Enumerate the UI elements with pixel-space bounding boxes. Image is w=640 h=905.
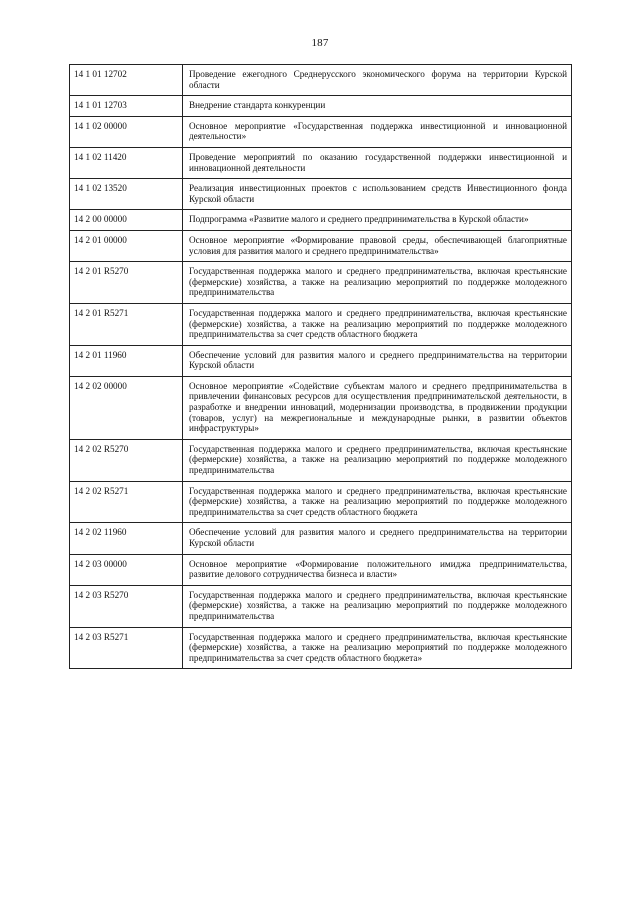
row-code: 14 2 00 00000: [70, 210, 183, 231]
row-description: Государственная поддержка малого и среднего предпринимательства, включая крестьянские (фермерские) хозяйства, а также на реализацию мероприятий по поддержке молодежного предпринимательства: [183, 585, 572, 627]
table-row: [70, 345, 572, 376]
row-code: 14 2 02 R5271: [70, 481, 183, 523]
row-code: 14 2 03 R5270: [70, 585, 183, 627]
row-description: Подпрограмма «Развитие малого и среднего предпринимательства в Курской области»: [183, 210, 572, 231]
table-row: [70, 96, 572, 117]
row-description: Проведение ежегодного Среднерусского экономического форума на территории Курской области: [183, 65, 572, 96]
table-row: [70, 262, 572, 304]
table-row: [70, 481, 572, 523]
table-row: [70, 65, 572, 96]
table-row: [70, 230, 572, 261]
table-row: [70, 585, 572, 627]
table-row: [70, 147, 572, 178]
row-description: Государственная поддержка малого и среднего предпринимательства, включая крестьянские (фермерские) хозяйства, а также на реализацию мероприятий по поддержке молодежного предпринимательства за счет средств областного бюджета: [183, 481, 572, 523]
row-description: Государственная поддержка малого и среднего предпринимательства, включая крестьянские (фермерские) хозяйства, а также на реализацию мероприятий по поддержке молодежного предпринимательства: [183, 439, 572, 481]
row-code: 14 2 02 00000: [70, 376, 183, 439]
row-code: 14 2 03 R5271: [70, 627, 183, 669]
row-description: Государственная поддержка малого и среднего предпринимательства, включая крестьянские (фермерские) хозяйства, а также на реализацию мероприятий по поддержке молодежного предпринимательства: [183, 262, 572, 304]
table-row: [70, 116, 572, 147]
row-description: Реализация инвестиционных проектов с использованием средств Инвестиционного фонда Курской области: [183, 179, 572, 210]
row-description: Основное мероприятие «Содействие субъектам малого и среднего предпринимательства в привлечении финансовых ресурсов для осуществления предпринимательской деятельности, в разработке и внедрении инноваций, модернизации производства, в продвижении продукции (товаров, услуг) на межрегиональные и международные рынки, в развитии объектов инфраструктуры»: [183, 376, 572, 439]
page-number: 187: [311, 37, 329, 49]
row-code: 14 2 01 R5270: [70, 262, 183, 304]
table-row: [70, 210, 572, 231]
row-code: 14 1 02 00000: [70, 116, 183, 147]
row-code: 14 1 01 12703: [70, 96, 183, 117]
row-description: Государственная поддержка малого и среднего предпринимательства, включая крестьянские (фермерские) хозяйства, а также на реализацию мероприятий по поддержке молодежного предпринимательства за счет средств областного бюджета: [183, 303, 572, 345]
row-code: 14 1 02 11420: [70, 147, 183, 178]
row-description: Основное мероприятие «Формирование правовой среды, обеспечивающей благоприятные условия для развития малого и среднего предпринимательства»: [183, 230, 572, 261]
row-description: Обеспечение условий для развития малого и среднего предпринимательства на территории Курской области: [183, 345, 572, 376]
table-row: [70, 303, 572, 345]
row-description: Основное мероприятие «Государственная поддержка инвестиционной и инновационной деятельности»: [183, 116, 572, 147]
table-body: [70, 65, 572, 669]
row-description: Проведение мероприятий по оказанию государственной поддержки инвестиционной и инновационной деятельности: [183, 147, 572, 178]
table-row: [70, 179, 572, 210]
row-code: 14 2 02 R5270: [70, 439, 183, 481]
table-row: [70, 439, 572, 481]
row-description: Основное мероприятие «Формирование положительного имиджа предпринимательства, развитие делового сотрудничества бизнеса и власти»: [183, 554, 572, 585]
table-row: [70, 554, 572, 585]
row-code: 14 1 02 13520: [70, 179, 183, 210]
table-row: [70, 627, 572, 669]
row-description: Государственная поддержка малого и среднего предпринимательства, включая крестьянские (фермерские) хозяйства, а также на реализацию мероприятий по поддержке молодежного предпринимательства за счет средств областного бюджета»: [183, 627, 572, 669]
row-description: Обеспечение условий для развития малого и среднего предпринимательства на территории Курской области: [183, 523, 572, 554]
row-description: Внедрение стандарта конкуренции: [183, 96, 572, 117]
table-row: [70, 376, 572, 439]
row-code: 14 2 02 11960: [70, 523, 183, 554]
row-code: 14 2 01 R5271: [70, 303, 183, 345]
table-row: [70, 523, 572, 554]
budget-classification-table: [69, 64, 572, 669]
row-code: 14 2 01 00000: [70, 230, 183, 261]
row-code: 14 2 03 00000: [70, 554, 183, 585]
row-code: 14 2 01 11960: [70, 345, 183, 376]
row-code: 14 1 01 12702: [70, 65, 183, 96]
